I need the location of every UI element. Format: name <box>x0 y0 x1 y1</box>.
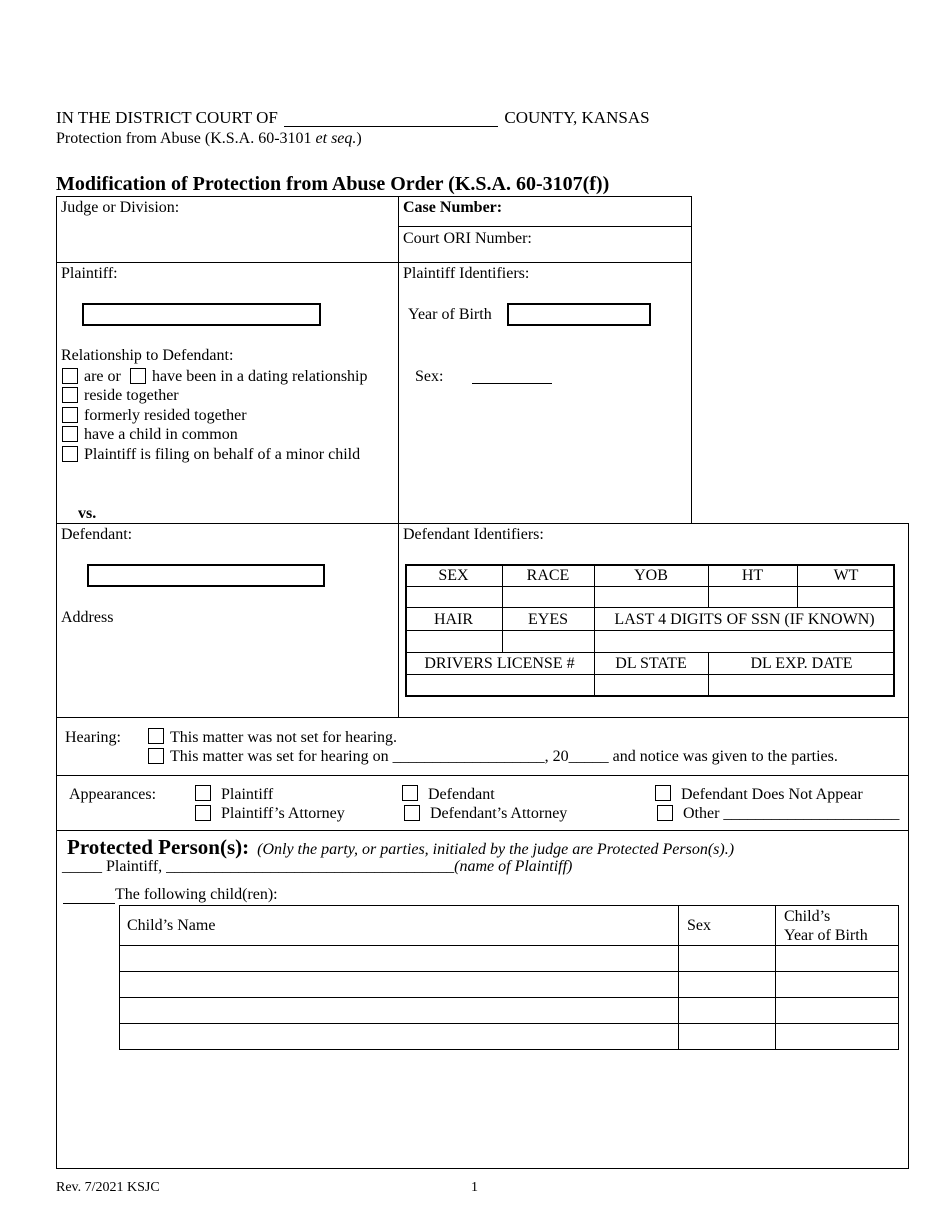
children-sex-header: Sex <box>687 917 711 934</box>
border-right-top <box>691 196 692 524</box>
checkbox-appear-plaintiff[interactable] <box>195 785 211 801</box>
id-race-header: RACE <box>526 567 570 584</box>
id-yob-header: YOB <box>634 567 668 584</box>
protected-plaintiff-line <box>62 859 572 875</box>
protected-heading: Protected Person(s): <box>67 835 250 859</box>
checkbox-defendant-not-appear[interactable] <box>655 785 671 801</box>
id-sex-header: SEX <box>438 567 469 584</box>
plaintiff-name-field[interactable] <box>82 303 321 326</box>
defendant-label: Defendant: <box>61 526 133 543</box>
protected-plaintiff-text[interactable]: _____ Plaintiff, ____________________________________ <box>62 858 455 875</box>
protected-note: (Only the party, or parties, initialed by the judge are Protected Person(s).) <box>257 841 735 858</box>
checkbox-formerly-resided[interactable] <box>62 407 78 423</box>
court-line <box>56 109 650 127</box>
id-wt-header: WT <box>833 567 859 584</box>
county-blank[interactable] <box>284 109 498 127</box>
line-defendant-top <box>56 523 909 524</box>
hearing-label: Hearing: <box>65 729 121 746</box>
border-left <box>56 196 57 1169</box>
hearing-not-set-text: This matter was not set for hearing. <box>170 729 398 746</box>
judge-label: Judge or Division: <box>61 199 180 216</box>
line-protected-top <box>56 830 909 831</box>
court-line-prefix: IN THE DISTRICT COURT OF <box>56 108 278 127</box>
id-dl-exp-header: DL EXP. DATE <box>750 655 853 672</box>
protection-line: Protection from Abuse (K.S.A. 60-3101 et seq.) <box>56 130 362 147</box>
defendant-name-field[interactable] <box>87 564 325 587</box>
border-middle <box>398 196 399 718</box>
checkbox-child-in-common[interactable] <box>62 426 78 442</box>
checkbox-appear-plaintiffs-attorney[interactable] <box>195 805 211 821</box>
id-hair-header: HAIR <box>433 611 474 628</box>
checkbox-have-been[interactable] <box>130 368 146 384</box>
checkbox-minor-child[interactable] <box>62 446 78 462</box>
children-initial-blank[interactable] <box>63 903 115 904</box>
plaintiff-identifiers-label: Plaintiff Identifiers: <box>403 265 530 282</box>
appear-defendant-label: Defendant <box>428 786 495 803</box>
plaintiff-sex-label: Sex: <box>415 368 444 385</box>
checkbox-appear-other[interactable] <box>657 805 673 821</box>
plaintiff-label: Plaintiff: <box>61 265 118 282</box>
rel-minor-label: Plaintiff is filing on behalf of a minor child <box>84 446 361 463</box>
defendant-identifiers-label: Defendant Identifiers: <box>403 526 544 543</box>
line-top <box>56 196 692 197</box>
children-yob-header-2: Year of Birth <box>784 927 868 944</box>
line-appear-top <box>56 775 909 776</box>
checkbox-reside-together[interactable] <box>62 387 78 403</box>
rel-reside-label: reside together <box>84 387 179 404</box>
defendant-not-appear-label: Defendant Does Not Appear <box>681 786 863 803</box>
rel-are-or-label: are or <box>84 368 121 385</box>
case-number-label: Case Number: <box>403 199 503 216</box>
line-plaintiff-top <box>56 262 692 263</box>
hearing-set-text: This matter was set for hearing on ___________________, 20_____ and notice was given to the parties. <box>170 748 838 765</box>
checkbox-appear-defendants-attorney[interactable] <box>404 805 420 821</box>
line-case-ori <box>398 226 692 227</box>
checkbox-set-for-hearing[interactable] <box>148 748 164 764</box>
revision-label: Rev. 7/2021 KSJC <box>56 1180 160 1195</box>
id-dl-header: DRIVERS LICENSE # <box>424 655 575 672</box>
protected-heading-line <box>67 837 734 858</box>
id-ssn-header: LAST 4 DIGITS OF SSN (IF KNOWN) <box>614 611 875 628</box>
children-name-header: Child’s Name <box>127 917 216 934</box>
children-yob-header-1: Child’s <box>784 908 831 925</box>
id-eyes-header: EYES <box>528 611 568 628</box>
checkbox-not-set-for-hearing[interactable] <box>148 728 164 744</box>
line-bottom <box>56 1168 909 1169</box>
appear-plaintiff-label: Plaintiff <box>221 786 274 803</box>
rel-child-label: have a child in common <box>84 426 238 443</box>
address-label: Address <box>61 609 114 626</box>
plaintiff-sex-blank[interactable] <box>472 383 552 384</box>
checkbox-are[interactable] <box>62 368 78 384</box>
page-number: 1 <box>471 1180 478 1195</box>
rel-formerly-label: formerly resided together <box>84 407 247 424</box>
children-table <box>119 905 899 1050</box>
appear-other-label: Other ______________________ <box>683 805 900 822</box>
court-ori-label: Court ORI Number: <box>403 230 532 247</box>
border-right-bottom <box>908 523 909 1169</box>
vs-label: vs. <box>78 505 97 522</box>
form-title: Modification of Protection from Abuse Order (K.S.A. 60-3107(f)) <box>56 173 610 195</box>
rel-dating-label: have been in a dating relationship <box>152 368 368 385</box>
relationship-label: Relationship to Defendant: <box>61 347 234 364</box>
id-ht-header: HT <box>741 567 764 584</box>
plaintiff-yob-field[interactable] <box>507 303 651 326</box>
line-hearing-top <box>56 717 909 718</box>
court-line-suffix: COUNTY, KANSAS <box>504 108 650 127</box>
id-dl-state-header: DL STATE <box>615 655 687 672</box>
year-of-birth-label: Year of Birth <box>408 306 492 323</box>
children-label: The following child(ren): <box>115 886 278 903</box>
appear-defendants-attorney-label: Defendant’s Attorney <box>430 805 568 822</box>
appear-plaintiffs-attorney-label: Plaintiff’s Attorney <box>221 805 345 822</box>
checkbox-appear-defendant[interactable] <box>402 785 418 801</box>
protected-plaintiff-note: (name of Plaintiff) <box>454 858 573 875</box>
appearances-label: Appearances: <box>69 786 157 803</box>
